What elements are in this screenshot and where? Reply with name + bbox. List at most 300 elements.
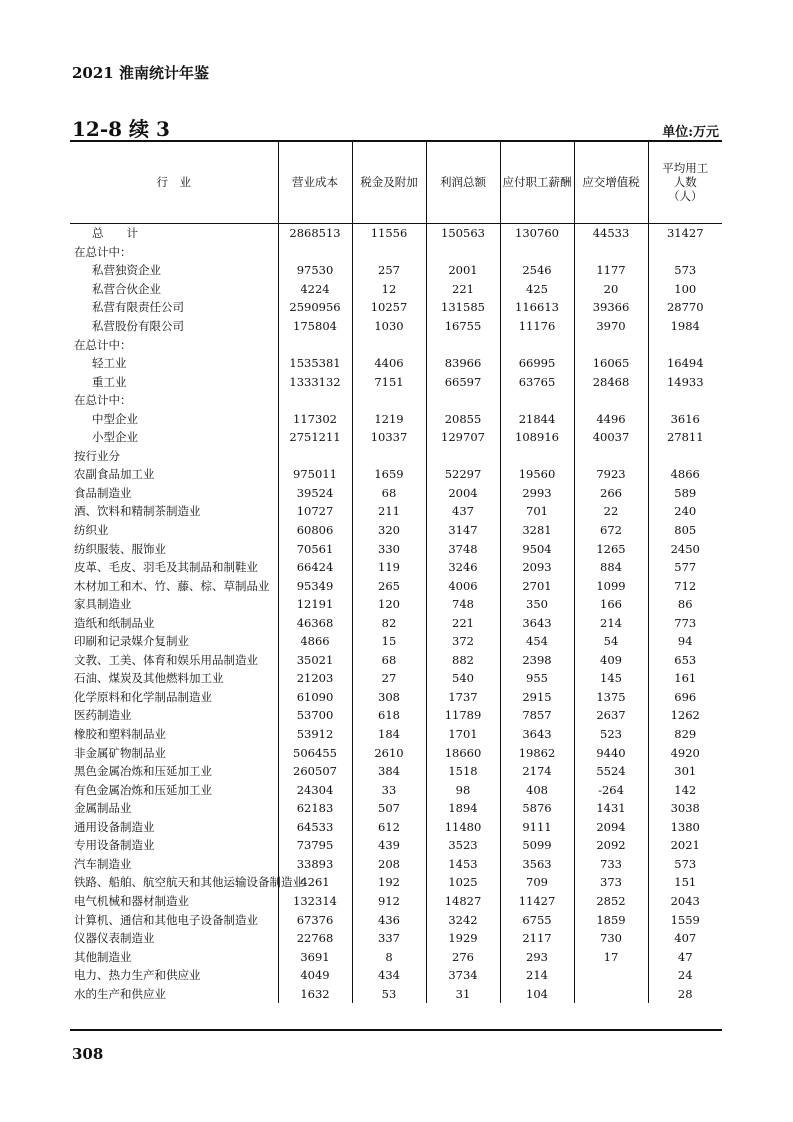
table-row (70, 706, 722, 725)
cell-value: 2993 (500, 484, 574, 503)
cell-value: 22768 (278, 929, 352, 948)
row-label: 水的生产和供应业 (74, 986, 166, 1001)
cell-value: 64533 (278, 818, 352, 837)
cell-value: 68 (352, 484, 426, 503)
cell-value: 214 (500, 966, 574, 985)
cell-value: 3246 (426, 558, 500, 577)
table-row (70, 243, 722, 262)
cell-value: 214 (574, 613, 648, 632)
cell-value: 1380 (648, 818, 722, 837)
cell-value: 9504 (500, 539, 574, 558)
table-row (70, 725, 722, 744)
cell-value: 975011 (278, 465, 352, 484)
cell-value: 437 (426, 502, 500, 521)
table-row (70, 780, 722, 799)
cell-value: 1431 (574, 799, 648, 818)
cell-value: 24 (648, 966, 722, 985)
cell-value: 454 (500, 632, 574, 651)
row-label: 计算机、通信和其他电子设备制造业 (74, 912, 258, 927)
row-label: 医药制造业 (74, 708, 132, 723)
table-row (70, 855, 722, 874)
row-label: 在总计中： (74, 244, 132, 259)
cell-value: 150563 (426, 224, 500, 243)
cell-value: 3038 (648, 799, 722, 818)
cell-value: 11556 (352, 224, 426, 243)
cell-value: 730 (574, 929, 648, 948)
cell-value: 7923 (574, 465, 648, 484)
table-row (70, 669, 722, 688)
row-label: 私营有限责任公司 (92, 300, 184, 315)
cell-value: 28770 (648, 298, 722, 317)
column-header: 营业成本 (278, 141, 352, 224)
cell-value: 161 (648, 669, 722, 688)
column-header: 平均用工 人数 （人） (648, 141, 722, 224)
cell-value: 6755 (500, 910, 574, 929)
cell-value: 1632 (278, 984, 352, 1003)
table-row (70, 354, 722, 373)
row-label: 有色金属冶炼和压延加工业 (74, 782, 212, 797)
cell-value: 2637 (574, 706, 648, 725)
cell-value: 1559 (648, 910, 722, 929)
row-label: 文教、工美、体育和娱乐用品制造业 (74, 652, 258, 667)
table-row (70, 966, 722, 985)
cell-value: 10257 (352, 298, 426, 317)
row-label: 纺织业 (74, 523, 109, 538)
cell-value: 829 (648, 725, 722, 744)
row-label: 酒、饮料和精制茶制造业 (74, 504, 201, 519)
cell-value: 1535381 (278, 354, 352, 373)
table-row (70, 558, 722, 577)
cell-value: 3242 (426, 910, 500, 929)
cell-value: 44533 (574, 224, 648, 243)
cell-value (278, 447, 352, 466)
cell-value: 2093 (500, 558, 574, 577)
cell-value: 94 (648, 632, 722, 651)
cell-value: 3147 (426, 521, 500, 540)
cell-value: 3643 (500, 613, 574, 632)
cell-value (500, 243, 574, 262)
cell-value: 2398 (500, 651, 574, 670)
cell-value: 337 (352, 929, 426, 948)
cell-value: 24304 (278, 780, 352, 799)
table-row (70, 409, 722, 428)
row-label: 铁路、船舶、航空航天和其他运输设备制造业 (74, 875, 304, 890)
row-label: 小型企业 (92, 430, 138, 445)
cell-value: 35021 (278, 651, 352, 670)
cell-value: 882 (426, 651, 500, 670)
cell-value: 1030 (352, 317, 426, 336)
cell-value: 19862 (500, 743, 574, 762)
cell-value: 11427 (500, 892, 574, 911)
header-row (70, 141, 722, 224)
row-label: 汽车制造业 (74, 856, 132, 871)
table-header (70, 141, 722, 224)
cell-value: 27 (352, 669, 426, 688)
cell-value: 14827 (426, 892, 500, 911)
cell-value: 573 (648, 855, 722, 874)
cell-value: 3748 (426, 539, 500, 558)
cell-value: 425 (500, 280, 574, 299)
cell-value (648, 447, 722, 466)
cell-value: 54 (574, 632, 648, 651)
cell-value: 276 (426, 947, 500, 966)
cell-value: 733 (574, 855, 648, 874)
table-row (70, 984, 722, 1003)
cell-value: 66597 (426, 372, 500, 391)
cell-value: 301 (648, 762, 722, 781)
cell-value: 10337 (352, 428, 426, 447)
cell-value: 1929 (426, 929, 500, 948)
cell-value: 40037 (574, 428, 648, 447)
cell-value: 1333132 (278, 372, 352, 391)
table-row (70, 224, 722, 243)
cell-value: 384 (352, 762, 426, 781)
table-row (70, 762, 722, 781)
cell-value: 33 (352, 780, 426, 799)
cell-value: 3691 (278, 947, 352, 966)
cell-value: 184 (352, 725, 426, 744)
row-label: 橡胶和塑料制品业 (74, 727, 166, 742)
cell-value (574, 966, 648, 985)
cell-value: 540 (426, 669, 500, 688)
cell-value: 260507 (278, 762, 352, 781)
cell-value: 33893 (278, 855, 352, 874)
data-table (70, 141, 722, 1003)
row-label: 造纸和纸制品业 (74, 615, 155, 630)
cell-value: 68 (352, 651, 426, 670)
cell-value: 20855 (426, 409, 500, 428)
cell-value: 1518 (426, 762, 500, 781)
cell-value: 506455 (278, 743, 352, 762)
cell-value: 2174 (500, 762, 574, 781)
cell-value: 589 (648, 484, 722, 503)
row-label: 仪器仪表制造业 (74, 931, 155, 946)
row-label: 电气机械和器材制造业 (74, 893, 189, 908)
table-row (70, 688, 722, 707)
cell-value: 407 (648, 929, 722, 948)
cell-value: 523 (574, 725, 648, 744)
cell-value: 145 (574, 669, 648, 688)
cell-value: 3970 (574, 317, 648, 336)
cell-value: 2092 (574, 836, 648, 855)
cell-value (352, 335, 426, 354)
row-label: 食品制造业 (74, 485, 132, 500)
cell-value: 1375 (574, 688, 648, 707)
cell-value: 47 (648, 947, 722, 966)
cell-value: 39524 (278, 484, 352, 503)
cell-value (500, 447, 574, 466)
cell-value: 773 (648, 613, 722, 632)
cell-value: 507 (352, 799, 426, 818)
cell-value: 4496 (574, 409, 648, 428)
cell-value: 7151 (352, 372, 426, 391)
table-row (70, 298, 722, 317)
row-label: 石油、煤炭及其他燃料加工业 (74, 671, 224, 686)
cell-value: 166 (574, 595, 648, 614)
cell-value (426, 391, 500, 410)
cell-value: 12 (352, 280, 426, 299)
cell-value: 672 (574, 521, 648, 540)
cell-value (574, 243, 648, 262)
table-row (70, 947, 722, 966)
cell-value: 116613 (500, 298, 574, 317)
unit-label: 单位:万元 (662, 125, 719, 140)
cell-value (574, 447, 648, 466)
cell-value: 16755 (426, 317, 500, 336)
cell-value: 119 (352, 558, 426, 577)
table-row (70, 539, 722, 558)
cell-value: 266 (574, 484, 648, 503)
row-label: 在总计中： (74, 393, 132, 408)
cell-value: 308 (352, 688, 426, 707)
table-row (70, 595, 722, 614)
cell-value: 4920 (648, 743, 722, 762)
cell-value: 1984 (648, 317, 722, 336)
cell-value: 82 (352, 613, 426, 632)
cell-value (352, 391, 426, 410)
cell-value: 1737 (426, 688, 500, 707)
cell-value: 2751211 (278, 428, 352, 447)
cell-value: 709 (500, 873, 574, 892)
cell-value: 408 (500, 780, 574, 799)
cell-value: 1701 (426, 725, 500, 744)
row-label: 私营合伙企业 (92, 281, 161, 296)
cell-value: 696 (648, 688, 722, 707)
cell-value: 577 (648, 558, 722, 577)
cell-value: 4866 (648, 465, 722, 484)
cell-value: 4006 (426, 576, 500, 595)
cell-value (648, 335, 722, 354)
table-row (70, 743, 722, 762)
cell-value: -264 (574, 780, 648, 799)
cell-value: 1099 (574, 576, 648, 595)
cell-value: 19560 (500, 465, 574, 484)
cell-value: 12191 (278, 595, 352, 614)
table-row (70, 873, 722, 892)
table-row (70, 372, 722, 391)
cell-value (278, 335, 352, 354)
cell-value: 912 (352, 892, 426, 911)
cell-value: 10727 (278, 502, 352, 521)
table-body (70, 224, 722, 1003)
cell-value: 98 (426, 780, 500, 799)
cell-value: 67376 (278, 910, 352, 929)
cell-value: 257 (352, 261, 426, 280)
cell-value (352, 447, 426, 466)
cell-value: 11176 (500, 317, 574, 336)
cell-value: 2610 (352, 743, 426, 762)
cell-value: 3643 (500, 725, 574, 744)
page-number: 308 (72, 1045, 104, 1063)
table-row (70, 428, 722, 447)
cell-value: 2117 (500, 929, 574, 948)
cell-value: 2004 (426, 484, 500, 503)
cell-value: 66424 (278, 558, 352, 577)
cell-value: 2868513 (278, 224, 352, 243)
running-head: 2021 淮南统计年鉴 (72, 64, 209, 82)
cell-value: 9111 (500, 818, 574, 837)
row-label: 黑色金属冶炼和压延加工业 (74, 764, 212, 779)
cell-value: 653 (648, 651, 722, 670)
table-title: 12-8 续 3 (72, 117, 170, 141)
cell-value: 748 (426, 595, 500, 614)
cell-value: 1219 (352, 409, 426, 428)
cell-value: 5524 (574, 762, 648, 781)
table-row (70, 335, 722, 354)
cell-value: 4049 (278, 966, 352, 985)
cell-value: 330 (352, 539, 426, 558)
cell-value (574, 335, 648, 354)
cell-value (278, 243, 352, 262)
cell-value (500, 335, 574, 354)
cell-value: 53700 (278, 706, 352, 725)
cell-value: 100 (648, 280, 722, 299)
cell-value: 21844 (500, 409, 574, 428)
cell-value: 46368 (278, 613, 352, 632)
table-row (70, 632, 722, 651)
row-label: 印刷和记录媒介复制业 (74, 634, 189, 649)
bottom-rule (70, 1029, 722, 1031)
cell-value: 31427 (648, 224, 722, 243)
row-label: 私营独资企业 (92, 263, 161, 278)
cell-value: 4224 (278, 280, 352, 299)
cell-value: 86 (648, 595, 722, 614)
cell-value: 4406 (352, 354, 426, 373)
cell-value: 373 (574, 873, 648, 892)
cell-value: 73795 (278, 836, 352, 855)
cell-value: 52297 (426, 465, 500, 484)
column-header: 税金及附加 (352, 141, 426, 224)
cell-value: 130760 (500, 224, 574, 243)
table-row (70, 391, 722, 410)
cell-value: 192 (352, 873, 426, 892)
cell-value: 1659 (352, 465, 426, 484)
cell-value: 5099 (500, 836, 574, 855)
cell-value (500, 391, 574, 410)
cell-value: 4261 (278, 873, 352, 892)
cell-value: 2590956 (278, 298, 352, 317)
row-label: 非金属矿物制品业 (74, 745, 166, 760)
cell-value: 4866 (278, 632, 352, 651)
cell-value: 16494 (648, 354, 722, 373)
row-label: 家具制造业 (74, 597, 132, 612)
cell-value: 11789 (426, 706, 500, 725)
cell-value: 293 (500, 947, 574, 966)
table-row (70, 521, 722, 540)
cell-value: 701 (500, 502, 574, 521)
table-row (70, 317, 722, 336)
cell-value: 117302 (278, 409, 352, 428)
cell-value (352, 243, 426, 262)
column-header: 应交增值税 (574, 141, 648, 224)
cell-value: 409 (574, 651, 648, 670)
table-row (70, 465, 722, 484)
table-row (70, 929, 722, 948)
table-row (70, 892, 722, 911)
table-row (70, 576, 722, 595)
cell-value: 28468 (574, 372, 648, 391)
cell-value: 1025 (426, 873, 500, 892)
table-row (70, 651, 722, 670)
cell-value: 20 (574, 280, 648, 299)
cell-value: 1453 (426, 855, 500, 874)
row-label: 纺织服装、服饰业 (74, 541, 166, 556)
row-label: 其他制造业 (74, 949, 132, 964)
cell-value: 70561 (278, 539, 352, 558)
row-label: 中型企业 (92, 411, 138, 426)
cell-value: 16065 (574, 354, 648, 373)
cell-value: 83966 (426, 354, 500, 373)
table-row (70, 261, 722, 280)
cell-value: 2915 (500, 688, 574, 707)
table-row (70, 799, 722, 818)
table-row (70, 818, 722, 837)
cell-value: 108916 (500, 428, 574, 447)
cell-value: 884 (574, 558, 648, 577)
cell-value: 131585 (426, 298, 500, 317)
cell-value: 211 (352, 502, 426, 521)
cell-value: 8 (352, 947, 426, 966)
cell-value: 9440 (574, 743, 648, 762)
row-label: 总 计 (92, 226, 138, 241)
column-header: 应付职工薪酬 (500, 141, 574, 224)
cell-value: 66995 (500, 354, 574, 373)
table-row (70, 484, 722, 503)
row-label: 私营股份有限公司 (92, 319, 184, 333)
cell-value: 436 (352, 910, 426, 929)
table-row (70, 447, 722, 466)
cell-value: 1265 (574, 539, 648, 558)
cell-value: 7857 (500, 706, 574, 725)
cell-value: 1859 (574, 910, 648, 929)
row-label: 轻工业 (92, 356, 127, 371)
cell-value: 129707 (426, 428, 500, 447)
cell-value: 39366 (574, 298, 648, 317)
row-label: 按行业分 (74, 448, 120, 463)
cell-value: 95349 (278, 576, 352, 595)
row-label: 金属制品业 (74, 801, 132, 816)
cell-value: 265 (352, 576, 426, 595)
row-label: 农副食品加工业 (74, 467, 155, 482)
cell-value: 439 (352, 836, 426, 855)
cell-value: 712 (648, 576, 722, 595)
cell-value (278, 391, 352, 410)
cell-value: 18660 (426, 743, 500, 762)
cell-value: 221 (426, 280, 500, 299)
cell-value: 15 (352, 632, 426, 651)
cell-value: 3616 (648, 409, 722, 428)
row-label: 在总计中： (74, 337, 132, 352)
cell-value: 2094 (574, 818, 648, 837)
cell-value (426, 243, 500, 262)
cell-value: 221 (426, 613, 500, 632)
cell-value: 151 (648, 873, 722, 892)
cell-value: 175804 (278, 317, 352, 336)
cell-value (574, 984, 648, 1003)
cell-value: 320 (352, 521, 426, 540)
cell-value: 104 (500, 984, 574, 1003)
cell-value: 53 (352, 984, 426, 1003)
cell-value: 208 (352, 855, 426, 874)
row-label: 重工业 (92, 374, 127, 389)
row-label: 专用设备制造业 (74, 838, 155, 853)
cell-value: 60806 (278, 521, 352, 540)
cell-value (426, 335, 500, 354)
cell-value (648, 391, 722, 410)
table-row (70, 502, 722, 521)
table-row (70, 910, 722, 929)
row-label: 皮革、毛皮、羽毛及其制品和制鞋业 (74, 560, 258, 575)
